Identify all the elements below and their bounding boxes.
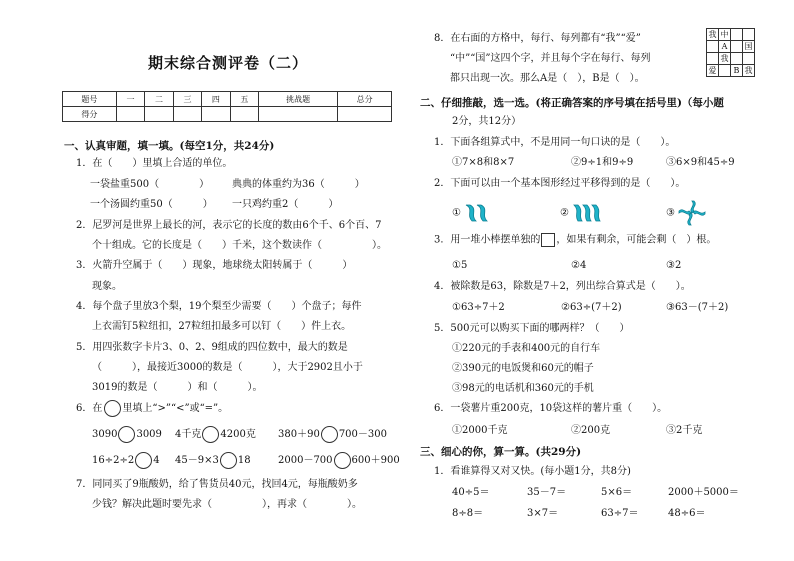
grid-cell: 爱 — [708, 65, 717, 75]
question-8-line2: “中”“国”这四个字，并且每个字在每行、每列 — [450, 53, 651, 64]
grid-cell: 国 — [744, 41, 753, 51]
compare-row-2 — [92, 452, 160, 469]
calc-item[interactable]: 8÷8＝ — [452, 508, 484, 519]
compare-circle[interactable] — [334, 452, 351, 469]
score-input-cell[interactable] — [173, 107, 201, 122]
compare-expr: 600＋900 — [351, 455, 400, 466]
option-label: ③ — [666, 207, 675, 219]
compare-row-1b — [175, 426, 256, 443]
grid-cell: 我 — [744, 65, 753, 75]
square-icon — [541, 233, 555, 247]
score-table-header-row — [63, 92, 392, 107]
choice-2-option-2[interactable] — [560, 203, 602, 223]
score-cell: 三 — [173, 92, 201, 107]
score-table-score-row — [63, 107, 392, 122]
question-1a: 一袋盐重500（ ） — [90, 179, 210, 190]
calc-item[interactable]: 35－7＝ — [527, 487, 567, 498]
question-7-line2: 少钱？解决此题时要先求（ ），再求（ ）。 — [92, 499, 362, 510]
question-1c: 一个汤圆约重50（ ） — [90, 199, 213, 210]
score-input-cell[interactable] — [338, 107, 392, 122]
option-label: ① — [452, 207, 461, 219]
score-cell: 一 — [116, 92, 144, 107]
shape-pattern-icon — [678, 200, 706, 226]
score-cell: 总分 — [338, 92, 392, 107]
choice-4-option-3[interactable]: ③63－(7＋2) — [666, 302, 729, 313]
calc-1: 1．看谁算得又对又快。(每小题1分，共8分) — [434, 466, 631, 477]
compare-expr: 380＋90 — [278, 429, 320, 440]
compare-circle[interactable] — [220, 452, 237, 469]
choice-3 — [434, 233, 716, 248]
choice-2-option-3[interactable] — [666, 200, 706, 226]
question-1d: 一只鸡约重2（ ） — [232, 199, 339, 210]
question-5-line1: 5．用四张数字卡片3、0、2、9组成的四位数中，最大的数是 — [76, 342, 348, 353]
compare-expr: 16÷2÷2 — [92, 455, 135, 466]
choice-3-option-1[interactable]: ①5 — [452, 260, 468, 271]
choice-6-option-1[interactable]: ①2000千克 — [452, 425, 508, 436]
grid-cell[interactable] — [743, 53, 755, 65]
compare-row-2c — [278, 452, 400, 469]
grid-cell[interactable] — [731, 53, 743, 65]
question-6-text: 6．在 里填上“>”“<”或“=”。 — [76, 403, 229, 414]
score-input-cell[interactable] — [145, 107, 173, 122]
choice-6-option-3[interactable]: ③2千克 — [666, 425, 703, 436]
score-cell: 得分 — [63, 107, 117, 122]
question-8-line1: 8．在右面的方格中，每行、每列都有“我”“爱” — [434, 33, 641, 44]
question-6 — [76, 402, 228, 416]
choice-4: 4．被除数是63，除数是7＋2，列出综合算式是（ ）。 — [434, 281, 691, 292]
compare-expr: 45－9×3 — [175, 455, 219, 466]
compare-expr: 4200克 — [220, 429, 256, 440]
question-7-line1: 7．同同买了9瓶酸奶，给了售货员40元，找回4元，每瓶酸奶多 — [76, 479, 358, 490]
score-input-cell[interactable] — [202, 107, 230, 122]
grid-cell[interactable] — [743, 29, 755, 41]
grid-cell: B — [731, 65, 743, 77]
section-2-heading-line2: 2分，共12分） — [452, 116, 522, 127]
calc-item[interactable]: 40÷5＝ — [452, 487, 490, 498]
compare-circle-example — [104, 400, 121, 417]
grid-cell: 我 — [708, 29, 717, 39]
choice-5-option-3[interactable]: ③98元的电话机和360元的手机 — [452, 383, 594, 394]
page-title: 期末综合测评卷（二） — [147, 54, 308, 72]
compare-circle[interactable] — [135, 452, 152, 469]
question-5-line2: （ ），最接近3000的数是（ ），大于2902且小于 — [92, 362, 363, 373]
section-2-heading-line1: 二、仔细推敲，选一选。(将正确答案的序号填在括号里)（每小题 — [420, 97, 724, 109]
grid-cell: 我 — [720, 53, 729, 63]
score-cell: 题号 — [63, 92, 117, 107]
choice-6: 6．一袋薯片重200克，10袋这样的薯片重（ ）。 — [434, 403, 668, 414]
grid-cell[interactable] — [731, 29, 743, 41]
question-3-line2: 现象。 — [92, 281, 122, 292]
grid-cell: A — [719, 41, 731, 53]
calc-item[interactable]: 48÷6＝ — [668, 508, 706, 519]
score-cell: 四 — [202, 92, 230, 107]
choice-2-option-1[interactable] — [452, 203, 490, 223]
choice-3-option-2[interactable]: ②4 — [571, 260, 587, 271]
grid-cell[interactable] — [707, 53, 719, 65]
calc-item[interactable]: 3×7＝ — [527, 508, 559, 519]
question-5-line3: 3019的数是（ ）和（ ）。 — [92, 382, 263, 393]
choice-5: 5．500元可以购买下面的哪两样？（ ） — [434, 323, 630, 334]
choice-2: 2．下面可以由一个基本图形经过平移得到的是（ ）。 — [434, 178, 686, 189]
calc-item[interactable]: 5×6＝ — [601, 487, 633, 498]
shape-pattern-icon — [572, 203, 602, 223]
word-grid — [706, 28, 755, 77]
grid-cell[interactable] — [731, 41, 743, 53]
compare-row-1c — [278, 426, 387, 443]
question-2-line2: 个十组成。它的长度是（ ）千米，这个数读作（ ）。 — [92, 240, 387, 251]
choice-1-option-1[interactable]: ①7×8和8×7 — [452, 157, 515, 168]
choice-1-option-2[interactable]: ②9÷1和9÷9 — [571, 157, 634, 168]
score-cell: 二 — [145, 92, 173, 107]
score-cell: 挑战题 — [259, 92, 338, 107]
choice-1: 1．下面各组算式中，不是用同一句口诀的是（ ）。 — [434, 137, 676, 148]
grid-cell[interactable] — [719, 65, 731, 77]
choice-4-option-1[interactable]: ①63÷7＋2 — [452, 302, 505, 313]
compare-circle[interactable] — [321, 426, 338, 443]
compare-row-1 — [92, 426, 162, 443]
section-1-heading: 一、认真审题，填一填。(每空1分，共24分) — [64, 140, 275, 152]
grid-cell[interactable] — [707, 41, 719, 53]
score-cell: 五 — [230, 92, 258, 107]
choice-5-option-1[interactable]: ①220元的手表和400元的自行车 — [452, 343, 601, 354]
option-label: ② — [560, 207, 569, 219]
compare-expr: 3090 — [92, 429, 118, 440]
calc-item[interactable]: 2000＋5000＝ — [668, 487, 739, 498]
choice-3-option-3[interactable]: ③2 — [666, 260, 682, 271]
shape-pattern-icon — [464, 203, 490, 223]
question-1b: 典典的体重约为36（ ） — [232, 179, 365, 190]
score-input-cell[interactable] — [230, 107, 258, 122]
compare-expr: 2000－700 — [278, 455, 333, 466]
score-input-cell[interactable] — [259, 107, 338, 122]
choice-1-option-3[interactable]: ③6×9和45÷9 — [666, 157, 735, 168]
compare-expr: 700－300 — [338, 429, 387, 440]
compare-expr: 4 — [153, 455, 160, 466]
choice-5-option-2[interactable]: ②390元的电饭煲和60元的帽子 — [452, 363, 594, 374]
score-input-cell[interactable] — [116, 107, 144, 122]
question-4-line2: 上衣需钉5粒纽扣，27粒纽扣最多可以钉（ ）件上衣。 — [92, 321, 352, 332]
compare-circle[interactable] — [118, 426, 135, 443]
question-1: 1．在（ ）里填上合适的单位。 — [76, 158, 233, 169]
choice-4-option-2[interactable]: ②63÷(7＋2) — [561, 302, 622, 313]
compare-circle[interactable] — [202, 426, 219, 443]
choice-3-text-end: ，如果有剩余，可能会剩（ ）根。 — [556, 234, 717, 246]
compare-expr: 4千克 — [175, 429, 202, 440]
question-4-line1: 4．每个盘子里放3个梨，19个梨至少需要（ ）个盘子；每件 — [76, 301, 362, 312]
compare-row-2b — [175, 452, 251, 469]
choice-6-option-2[interactable]: ②200克 — [571, 425, 611, 436]
question-2-line1: 2．尼罗河是世界上最长的河，表示它的长度的数由6个千、6个百、7 — [76, 220, 382, 231]
score-table — [62, 91, 392, 122]
choice-3-text: 3．用一堆小棒摆单独的 — [434, 234, 541, 246]
question-8-line3: 都只出现一次。那么A是（ ），B是（ ）。 — [450, 73, 645, 84]
compare-expr: 18 — [237, 455, 251, 466]
question-3-line1: 3．火箭升空属于（ ）现象，地球绕太阳转属于（ ） — [76, 260, 353, 271]
compare-expr: 3009 — [136, 429, 162, 440]
calc-item[interactable]: 63÷7＝ — [601, 508, 639, 519]
section-3-heading: 三、细心的你，算一算。(共29分) — [420, 446, 582, 458]
grid-cell: 中 — [720, 29, 729, 39]
